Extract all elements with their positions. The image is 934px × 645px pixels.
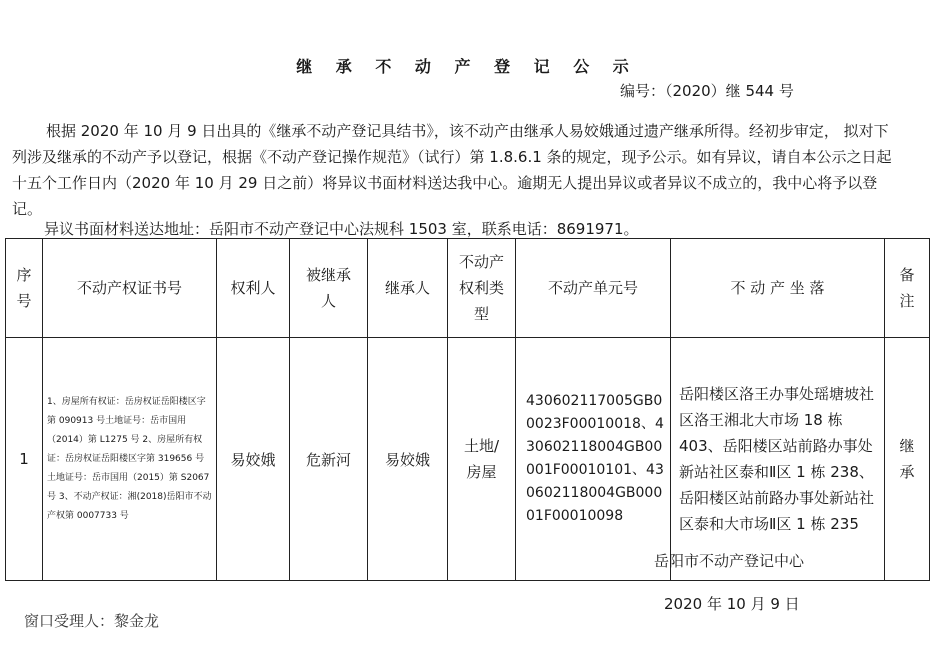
header-decedent: 被继承人: [290, 239, 368, 338]
header-heir: 继承人: [368, 239, 448, 338]
header-remark: 备注: [885, 239, 930, 338]
cell-right-type: 土地/房屋: [448, 338, 516, 581]
cell-seq: 1: [6, 338, 43, 581]
header-seq: 序号: [6, 239, 43, 338]
notice-title: 继 承 不 动 产 登 记 公 示: [296, 57, 638, 76]
cell-location: 岳阳楼区洛王办事处瑶塘坡社区洛王湘北大市场 18 栋 403、岳阳楼区站前路办事处新站社区泰和Ⅱ区 1 栋 238、岳阳楼区站前路办事处新站社区泰和大市场Ⅱ区 1 栋 235: [671, 338, 885, 581]
header-right-type: 不动产权利类型: [448, 239, 516, 338]
objection-address: 异议书面材料送达地址：岳阳市不动产登记中心法规科 1503 室，联系电话：8691971。: [44, 220, 639, 238]
issue-date: 2020 年 10 月 9 日: [664, 595, 800, 613]
registration-table: [5, 238, 930, 581]
window-handler: 窗口受理人：黎金龙: [24, 612, 160, 630]
cell-unit-no: 430602117005GB00023F00010018、430602118004GB00001F00010101、430602118004GB00001F00010098: [516, 338, 671, 581]
table-header-row: [6, 239, 930, 338]
cell-holder: 易姣娥: [217, 338, 290, 581]
document-number: 编号：（2020）继 544 号: [620, 82, 794, 100]
header-holder: 权利人: [217, 239, 290, 338]
cell-decedent: 危新河: [290, 338, 368, 581]
cell-remark: 继承: [885, 338, 930, 581]
issuing-organization: 岳阳市不动产登记中心: [654, 552, 805, 570]
table-row: [6, 338, 930, 581]
notice-body-paragraph: 根据 2020 年 10 月 9 日出具的《继承不动产登记具结书》，该不动产由继承人易姣娥通过遗产继承所得。经初步审定， 拟对下列涉及继承的不动产予以登记，根据《不动产登记操作规范》（试行）第 1.8.6.1 条的规定，现予公示。如有异议，请自本公示之日起十五个工作日内（2020 年 10 月 29 日之前）将异议书面材料送达我中心。逾期无人提出异议或者异议不成立的，我中心将予以登记。: [12, 122, 892, 218]
header-location: 不 动 产 坐 落: [671, 239, 885, 338]
header-cert-no: 不动产权证书号: [43, 239, 217, 338]
cell-cert-no: 1、房屋所有权证：岳房权证岳阳楼区字第 090913 号土地证号：岳市国用（2014）第 L1275 号 2、房屋所有权证：岳房权证岳阳楼区字第 319656 号土地证号：岳市国用（2015）第 S2067 号 3、不动产权证：湘(2018)岳阳市不动产权第 0007733 号: [43, 338, 217, 581]
header-unit-no: 不动产单元号: [516, 239, 671, 338]
cell-heir: 易姣娥: [368, 338, 448, 581]
